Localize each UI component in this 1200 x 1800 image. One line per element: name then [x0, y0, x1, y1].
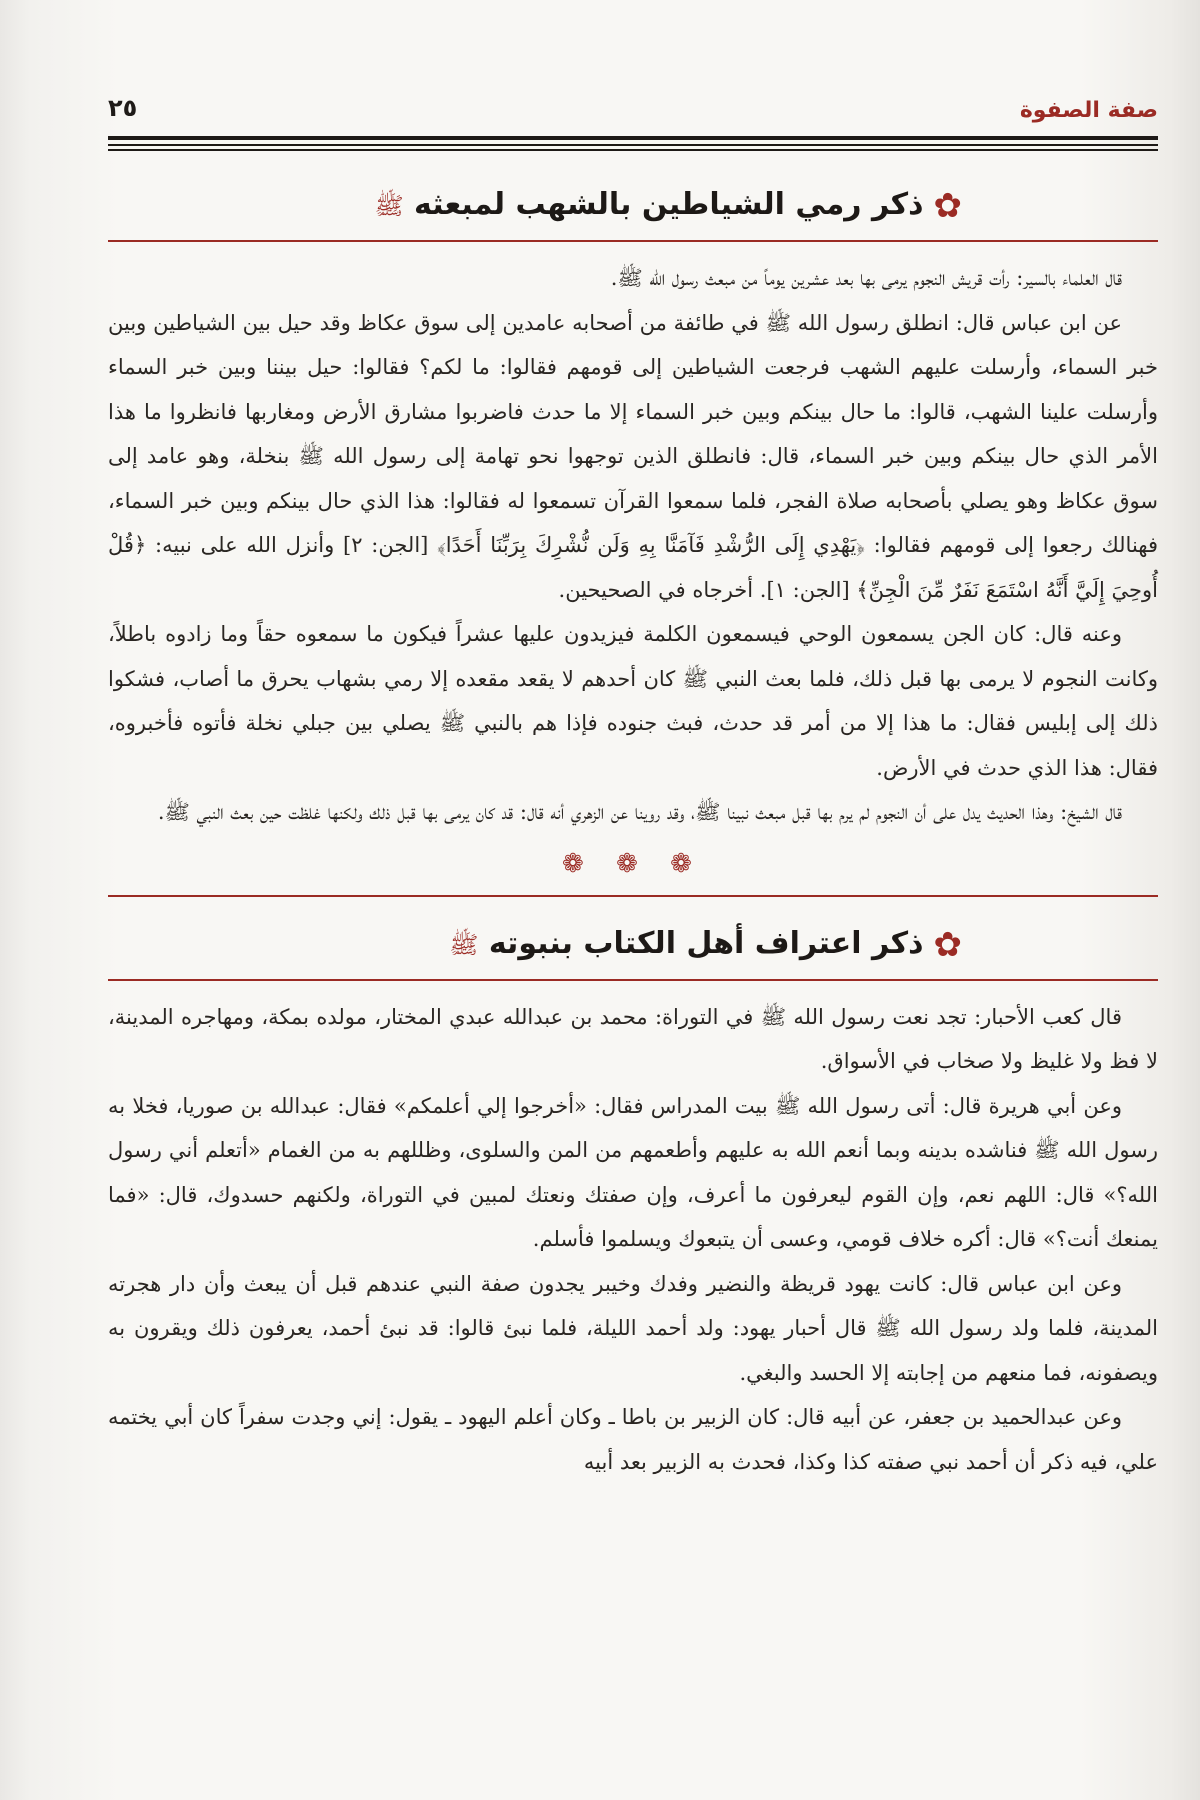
section-title-text: ذكر اعتراف أهل الكتاب بنبوته — [488, 925, 924, 961]
section-title — [449, 925, 962, 965]
section-body — [108, 256, 1158, 835]
honorific-glyph: ﷺ — [449, 930, 479, 959]
paragraph: قال العلماء بالسير: رأت قريش النجوم يرمى بها بعد عشرين يوماً من مبعث رسول الله ﷺ. — [610, 266, 1122, 290]
book-page — [108, 92, 1158, 1782]
paragraph: وعن أبي هريرة قال: أتى رسول الله ﷺ بيت المدراس فقال: «أخرجوا إلي أعلمكم» فقال: عبدالله بن صوريا، فخلا به رسول الله ﷺ فناشده بدينه وبما أنعم الله به عليهم وأطعمهم من المن والسلوى، وظللهم به من الغمام «أتعلم أني رسول الله؟» قال: اللهم نعم، وإن القوم ليعرفون ما أعرف، وإن صفتك ونعتك لمبين في التوراة، ولكنهم حسدوك، قال: «فما يمنعك أنت؟» قال: أكره خلاف قومي، وعسى أن يتبعوك ويسلموا فأسلم. — [108, 1093, 1158, 1251]
paragraph: وعن عبدالحميد بن جعفر، عن أبيه قال: كان الزبير بن باطا ـ وكان أعلم اليهود ـ يقول: إني وجدت سفراً كان أبي يختمه علي، فيه ذكر أن أحمد نبي صفته كذا وكذا، فحدث به الزبير بعد أبيه — [108, 1405, 1158, 1474]
paragraph: وعن ابن عباس قال: كانت يهود قريظة والنضير وفدك وخيبر يجدون صفة النبي عندهم قبل أن يبعث وأن دار هجرته المدينة، فلما ولد رسول الله ﷺ قال أحبار يهود: ولد أحمد الليلة، فلما نبئ قالوا: قد نبئ أحمد، يعرفون ذلك ويقرون به ويصفونه، فما منعهم من إجابته إلا الحسد والبغي. — [108, 1271, 1158, 1385]
paragraph: قال كعب الأحبار: تجد نعت رسول الله ﷺ في التوراة: محمد بن عبدالله عبدي المختار، مولده بمكة، ومهاجره المدينة، لا فظ ولا غليظ ولا صخاب في الأسواق. — [108, 1004, 1158, 1073]
flower-ornament-icon: ✿ — [933, 924, 962, 965]
header-rule-thick — [108, 136, 1158, 140]
section-heading — [108, 164, 1158, 242]
running-title: صفة الصفوة — [1019, 98, 1158, 123]
paragraph: قال الشيخ: وهذا الحديث يدل على أن النجوم لم يرم بها قبل مبعث نبينا ﷺ، وقد روينا عن الزهري أنه قال: قد كان يرمى بها قبل ذلك ولكنها غلظت حين بعث النبي ﷺ. — [157, 800, 1122, 824]
section-title — [375, 186, 962, 226]
section-title-text: ذكر رمي الشياطين بالشهب لمبعثه — [414, 187, 924, 222]
flower-ornament-icon: ✿ — [933, 186, 962, 226]
section-end-ornament: ❁ ❁ ❁ — [562, 848, 704, 879]
running-head — [108, 92, 1158, 136]
section-divider — [108, 895, 1158, 897]
section-rule — [108, 979, 1158, 981]
section-rule — [108, 240, 1158, 242]
section-body — [108, 995, 1158, 1485]
paragraph: وعنه قال: كان الجن يسمعون الوحي فيسمعون الكلمة فيزيدون عليها عشراً فيكون ما سمعوه حقاً وما زادوه باطلاً، وكانت النجوم لا يرمى بها قبل ذلك، فلما بعث النبي ﷺ كان أحدهم لا يقعد مقعده إلا رمي بشهاب يحرق ما أصاب، فشكوا ذلك إلى إبليس فقال: ما هذا إلا من أمر قد حدث، فبث جنوده فإذا هم بالنبي ﷺ يصلي بين جبلي نخلة فأتوه فأخبروه، فقال: هذا الذي حدث في الأرض. — [108, 622, 1158, 780]
header-rules — [108, 136, 1158, 158]
header-rule-thin — [108, 149, 1158, 151]
header-rule-thin — [108, 144, 1158, 146]
paragraph: عن ابن عباس قال: انطلق رسول الله ﷺ في طائفة من أصحابه عامدين إلى سوق عكاظ وقد حيل بين الشياطين وبين خبر السماء، وأرسلت عليهم الشهب فرجعت الشياطين إلى قومهم فقالوا: ما لكم؟ فقالوا: حيل بيننا وبين خبر السماء وأرسلت علينا الشهب، قالوا: ما حال بينكم وبين خبر السماء إلا ما حدث فاضربوا مشارق الأرض ومغاربها فانظروا ما هذا الأمر الذي حال بينكم وبين خبر السماء، قال: فانطلق الذين توجهوا نحو تهامة إلى رسول الله ﷺ بنخلة، وهو عامد إلى سوق عكاظ وهو يصلي بأصحابه صلاة الفجر، فلما سمعوا القرآن تسمعوا له فقالوا: هذا الذي حال بينكم وبين خبر السماء، فهنالك رجعوا إلى قومهم فقالوا: ﴿يَهْدِي إِلَى الرُّشْدِ فَآمَنَّا بِهِ وَلَن نُّشْرِكَ بِرَبِّنَا أَحَدًا﴾ [الجن: ٢] وأنزل الله على نبيه: ﴿قُلْ أُوحِيَ إِلَيَّ أَنَّهُ اسْتَمَعَ نَفَرٌ مِّنَ الْجِنِّ﴾ [الجن: ١]. أخرجاه في الصحيحين. — [108, 310, 1158, 602]
honorific-glyph: ﷺ — [374, 192, 404, 220]
page-number: ٢٥ — [108, 94, 138, 122]
section-heading — [108, 903, 1158, 981]
